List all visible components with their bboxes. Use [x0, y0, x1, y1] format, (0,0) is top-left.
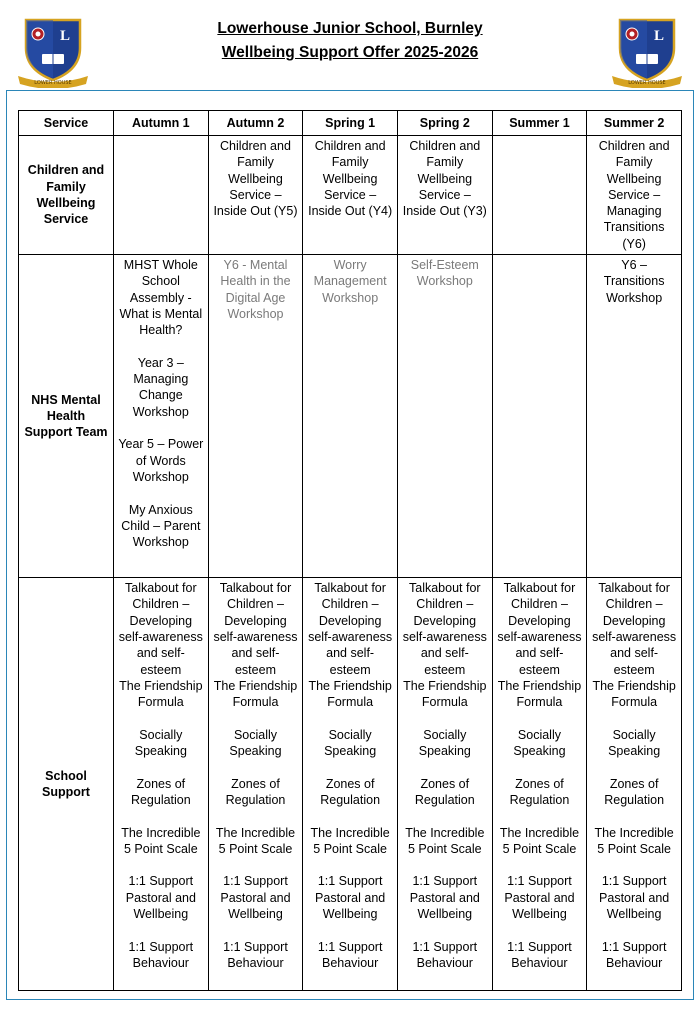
school-name: Lowerhouse Junior School, Burnley — [217, 20, 483, 37]
column-header: Spring 1 — [303, 111, 398, 136]
column-header: Summer 2 — [587, 111, 682, 136]
table-cell: Children and Family Wellbeing Service – Managing Transitions (Y6) — [587, 136, 682, 255]
table-cell — [114, 136, 209, 255]
table-row — [19, 255, 682, 578]
table-row — [19, 578, 682, 991]
column-header: Service — [19, 111, 114, 136]
table-cell: Children and Family Wellbeing Service – Inside Out (Y3) — [397, 136, 492, 255]
column-header: Autumn 2 — [208, 111, 303, 136]
table-row — [19, 136, 682, 255]
crest-motto: LOWER HOUSE — [34, 80, 72, 86]
crest-motto: LOWER HOUSE — [628, 80, 666, 86]
table-cell: Talkabout for Children – Developing self-awareness and self-esteem The Friendship Formula Socially Speaking Zones of Regulation The Incredible 5 Point Scale 1:1 Support Pastoral and Wellbeing 1:1 Support Behaviour — [492, 578, 587, 991]
service-name: NHS Mental Health Support Team — [19, 255, 114, 578]
table-cell — [492, 136, 587, 255]
table-header-row — [19, 111, 682, 136]
table-cell: Talkabout for Children – Developing self-awareness and self-esteem The Friendship Formula Socially Speaking Zones of Regulation The Incredible 5 Point Scale 1:1 Support Pastoral and Wellbeing 1:1 Support Behaviour — [587, 578, 682, 991]
table-cell: Talkabout for Children – Developing self-awareness and self-esteem The Friendship Formula Socially Speaking Zones of Regulation The Incredible 5 Point Scale 1:1 Support Pastoral and Wellbeing 1:1 Support Behaviour — [208, 578, 303, 991]
crest-letter: L — [60, 28, 71, 44]
column-header: Summer 1 — [492, 111, 587, 136]
table-cell: Worry Management Workshop — [303, 255, 398, 578]
page-title: Wellbeing Support Offer 2025-2026 — [221, 44, 479, 61]
table-cell: Children and Family Wellbeing Service – Inside Out (Y5) — [208, 136, 303, 255]
table-cell: Y6 – Transitions Workshop — [587, 255, 682, 578]
service-name: Children and Family Wellbeing Service — [19, 136, 114, 255]
service-name: School Support — [19, 578, 114, 991]
crest-letter: L — [654, 28, 665, 44]
table-cell: Y6 - Mental Health in the Digital Age Workshop — [208, 255, 303, 578]
table-cell: Talkabout for Children – Developing self-awareness and self-esteem The Friendship Formula Socially Speaking Zones of Regulation The Incredible 5 Point Scale 1:1 Support Pastoral and Wellbeing 1:1 Support Behaviour — [303, 578, 398, 991]
table-cell: MHST Whole School Assembly - What is Mental Health? Year 3 – Managing Change Workshop Year 5 – Power of Words Workshop My Anxious Child – Parent Workshop — [114, 255, 209, 578]
table-cell — [492, 255, 587, 578]
wellbeing-offer-table — [18, 110, 682, 991]
table-cell: Talkabout for Children – Developing self-awareness and self-esteem The Friendship Formula Socially Speaking Zones of Regulation The Incredible 5 Point Scale 1:1 Support Pastoral and Wellbeing 1:1 Support Behaviour — [114, 578, 209, 991]
column-header: Spring 2 — [397, 111, 492, 136]
table-cell: Self-Esteem Workshop — [397, 255, 492, 578]
table-cell: Talkabout for Children – Developing self-awareness and self-esteem The Friendship Formula Socially Speaking Zones of Regulation The Incredible 5 Point Scale 1:1 Support Pastoral and Wellbeing 1:1 Support Behaviour — [397, 578, 492, 991]
table-cell: Children and Family Wellbeing Service – Inside Out (Y4) — [303, 136, 398, 255]
column-header: Autumn 1 — [114, 111, 209, 136]
